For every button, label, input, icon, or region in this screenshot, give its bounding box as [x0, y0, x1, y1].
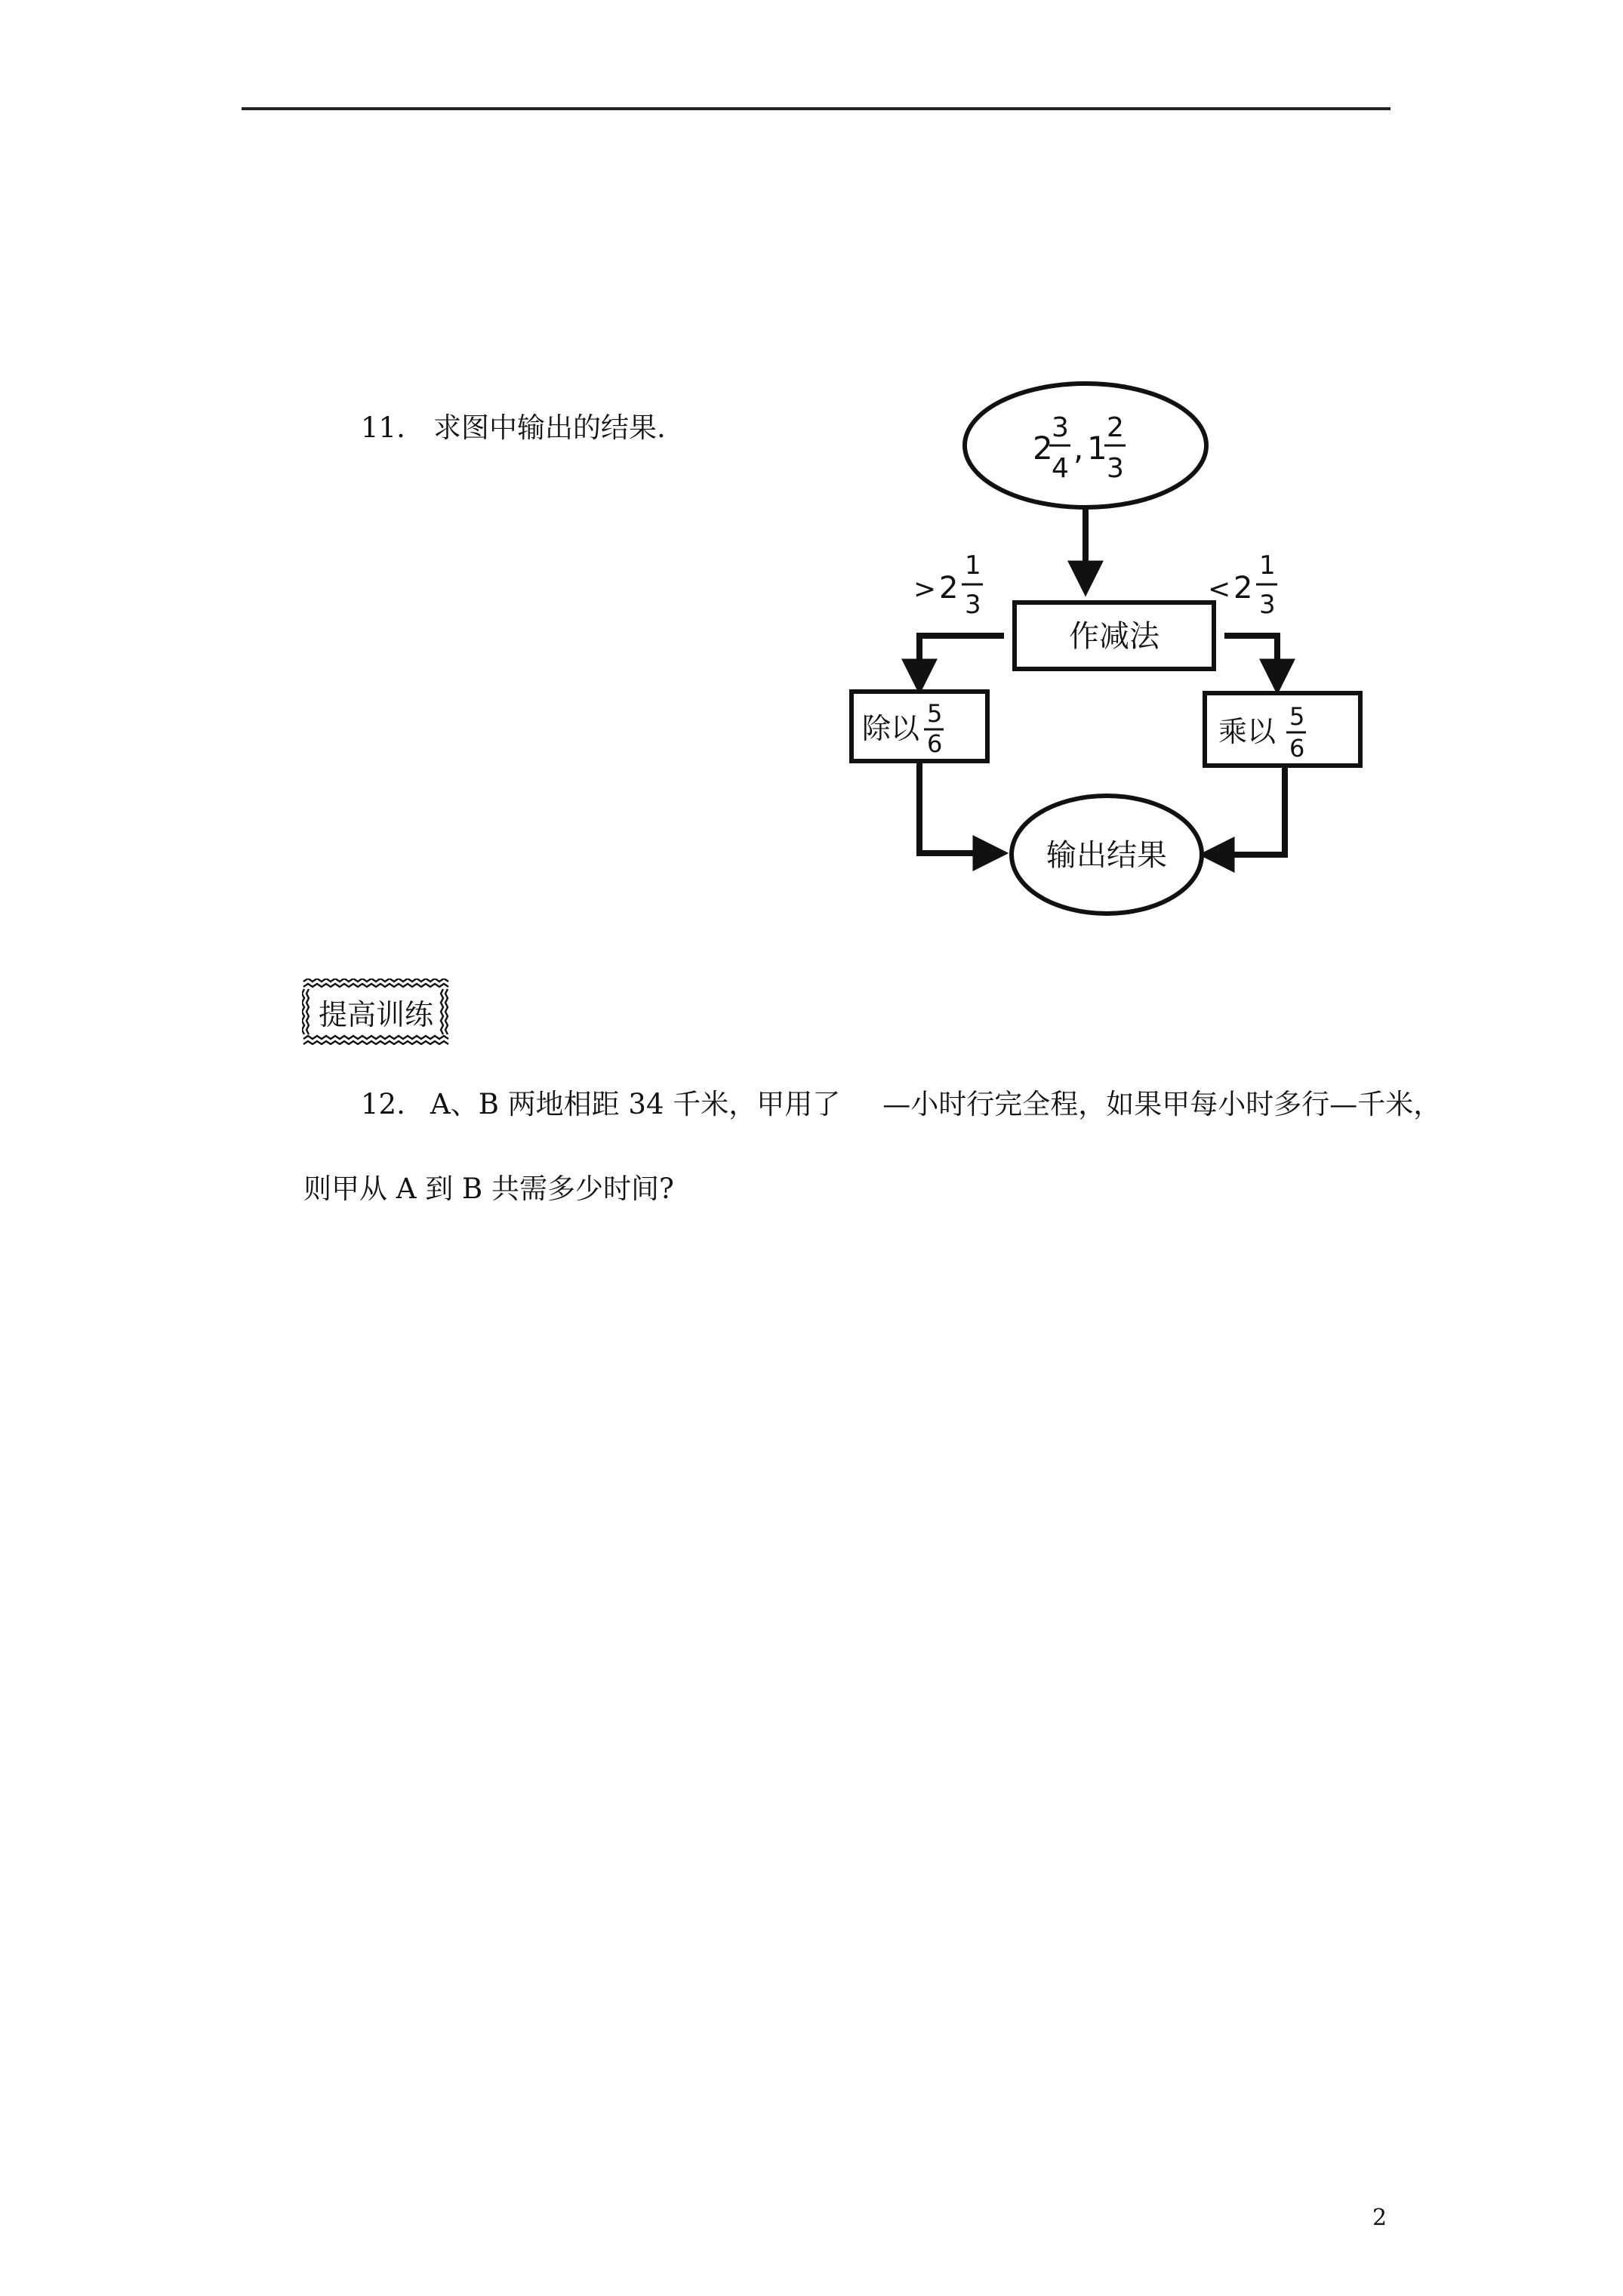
question-12-line-1: [361, 1081, 1441, 1122]
condition-left-sign: >: [913, 574, 937, 605]
flowchart-diagram: [830, 370, 1404, 944]
condition-left-whole: 2: [939, 571, 959, 606]
condition-right-sign: <: [1208, 574, 1231, 605]
section-badge: [302, 978, 450, 1045]
fraction-bar-1: —: [882, 1088, 911, 1120]
output-label: 输出结果: [1046, 838, 1167, 873]
question-number: 12.: [361, 1088, 405, 1120]
left-operation-label: 除以: [862, 712, 920, 745]
condition-left-denominator: 3: [965, 590, 981, 620]
input-ellipse: [965, 384, 1206, 507]
right-operation-label: 乘以: [1218, 715, 1277, 748]
condition-right-whole: 2: [1233, 571, 1253, 606]
question-text-part-1: A、B 两地相距 34 千米，甲用了: [430, 1088, 841, 1120]
input-numerator-2: 2: [1107, 412, 1124, 443]
input-denominator-1: 4: [1052, 453, 1069, 484]
right-operation-numerator: 5: [1289, 702, 1305, 731]
question-text-part-2: 小时行完全程，如果甲每小时多行: [910, 1088, 1330, 1120]
arrow-left-to-output: [919, 761, 992, 853]
left-operation-denominator: 6: [927, 729, 943, 758]
header-rule: [242, 107, 1390, 110]
question-number: 11.: [361, 411, 405, 444]
condition-left-numerator: 1: [965, 550, 981, 581]
question-text-part-3: 千米，: [1357, 1088, 1442, 1120]
condition-right-denominator: 3: [1259, 590, 1276, 620]
question-prompt: 求图中输出的结果.: [433, 411, 666, 444]
process-label: 作减法: [1069, 619, 1160, 654]
fraction-bar-2: —: [1329, 1088, 1358, 1120]
input-numerator-1: 3: [1052, 412, 1069, 443]
question-12-line-2: 则甲从 A 到 B 共需多少时间?: [303, 1173, 674, 1205]
left-operation-numerator: 5: [927, 699, 943, 728]
page-number: 2: [1372, 2205, 1387, 2231]
input-whole-1: 2: [1033, 430, 1053, 467]
section-title: 提高训练: [318, 997, 433, 1031]
condition-right-numerator: 1: [1259, 550, 1276, 581]
input-separator: ,: [1073, 430, 1084, 467]
question-11: [361, 405, 666, 445]
right-operation-denominator: 6: [1289, 734, 1305, 763]
arrow-process-to-right: [1224, 636, 1277, 678]
arrow-right-to-output: [1215, 766, 1285, 855]
arrow-process-to-left: [919, 636, 1004, 678]
input-whole-2: 1: [1087, 430, 1107, 467]
input-denominator-2: 3: [1107, 453, 1124, 484]
